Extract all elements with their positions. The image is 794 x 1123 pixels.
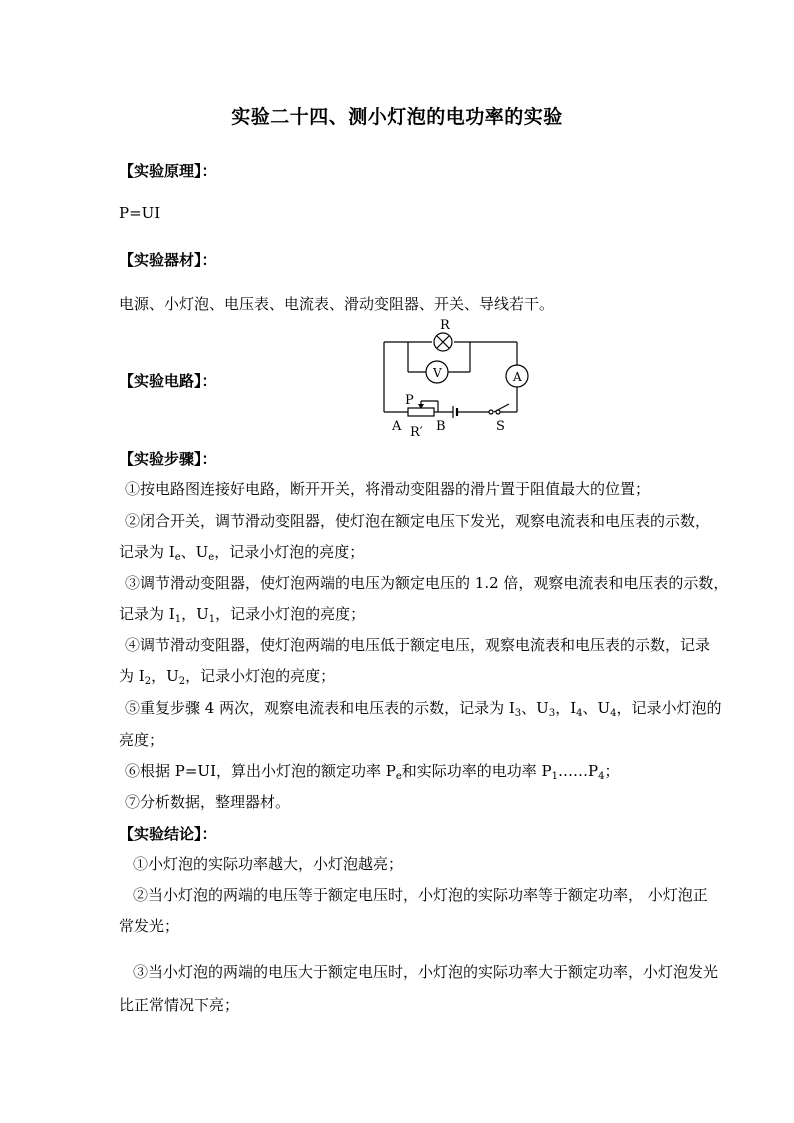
step-2-line-2: 记录为 $I_e$、$U_e$，记录小灯泡的亮度； (119, 543, 365, 563)
conclusion-heading: 【实验结论】： (119, 825, 217, 843)
step-1: ①按电路图连接好电路，断开开关，将滑动变阻器的滑片置于阻值最大的位置； (125, 480, 651, 498)
label-R-prime: R′ (410, 425, 423, 440)
step-4-line-2: 为 $I_2$，$U_2$，记录小灯泡的亮度； (119, 667, 336, 687)
label-A-meter: A (513, 370, 522, 384)
circuit-diagram (370, 315, 545, 440)
circuit-heading: 【实验电路】： (119, 372, 217, 390)
step-5-line-1: ⑤重复步骤 4 两次，观察电流表和电压表的示数，记录为 $I_3$、$U_3$，$I_4$、$U_4$，记录小灯泡的 (125, 699, 722, 719)
conclusion-2-line-2: 常发光； (119, 917, 180, 935)
conclusion-1: ①小灯泡的实际功率越大，小灯泡越亮； (133, 855, 404, 873)
label-S: S (496, 419, 505, 434)
step-3-line-2: 记录为 $I_1$，$U_1$，记录小灯泡的亮度； (119, 605, 366, 625)
step-6: ⑥根据 P=UI，算出小灯泡的额定功率 $P_e$和实际功率的电功率 $P_1\dots\dots P_4$； (125, 762, 620, 782)
conclusion-3-line-2: 比正常情况下亮； (119, 996, 240, 1014)
label-V: V (433, 366, 442, 380)
step-5-line-2: 亮度； (119, 731, 165, 749)
equipment-list: 电源、小灯泡、电压表、电流表、滑动变阻器、开关、导线若干。 (119, 295, 555, 313)
step-2-line-1: ②闭合开关，调节滑动变阻器，使灯泡在额定电压下发光，观察电流表和电压表的示数， (125, 512, 711, 530)
conclusion-3-line-1: ③当小灯泡的两端的电压大于额定电压时，小灯泡的实际功率大于额定功率，小灯泡发光 (133, 963, 719, 981)
step-3-line-1: ③调节滑动变阻器，使灯泡两端的电压为额定电压的 1.2 倍，观察电流表和电压表的示数， (125, 574, 729, 592)
lamp-icon (434, 333, 452, 351)
label-R: R (440, 318, 450, 333)
label-A: A (392, 419, 402, 434)
page-title: 实验二十四、测小灯泡的电功率的实验 (231, 106, 563, 128)
conclusion-2-line-1: ②当小灯泡的两端的电压等于额定电压时，小灯泡的实际功率等于额定功率， 小灯泡正 (133, 886, 708, 904)
steps-heading: 【实验步骤】： (119, 450, 217, 468)
principle-heading: 【实验原理】： (119, 162, 217, 180)
step-7: ⑦分析数据，整理器材。 (125, 793, 291, 811)
principle-formula: P=UI (119, 204, 161, 222)
equipment-heading: 【实验器材】： (119, 251, 217, 269)
step-4-line-1: ④调节滑动变阻器，使灯泡两端的电压低于额定电压，观察电流表和电压表的示数，记录 (125, 636, 711, 654)
label-B: B (436, 419, 446, 434)
label-P: P (405, 393, 414, 408)
